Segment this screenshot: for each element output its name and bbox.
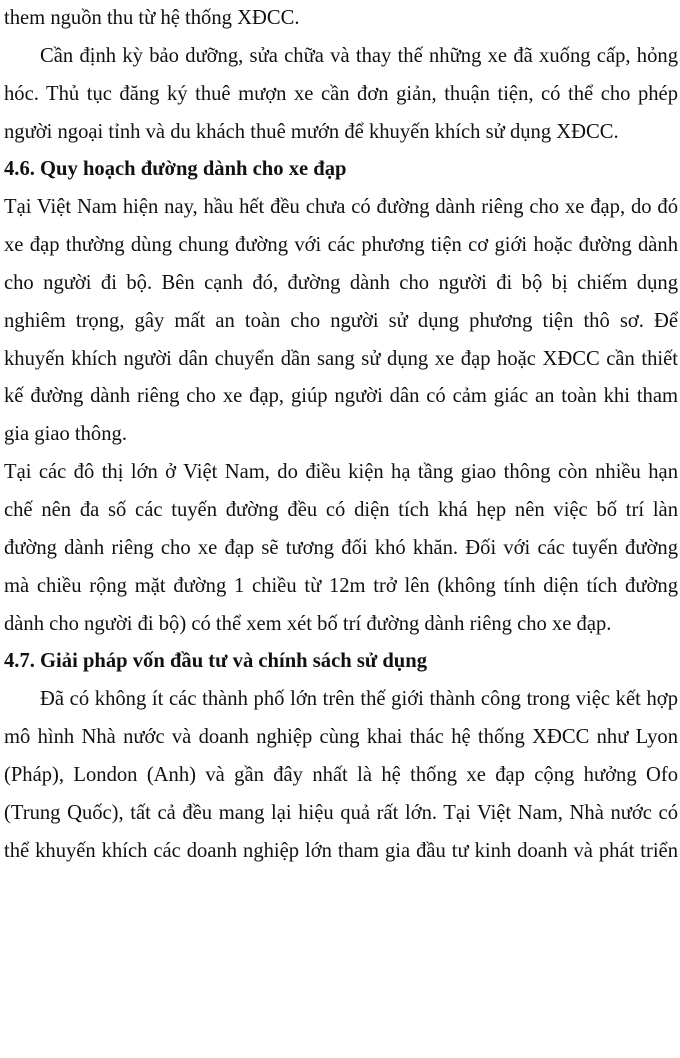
text-line: cho người đi bộ. Bên cạnh đó, đường dành cho người đi bộ bị chiếm dụng (4, 271, 678, 294)
text-line: xe đạp thường dùng chung đường với các phương tiện cơ giới hoặc đường dành (4, 234, 678, 257)
text-line: (Pháp), London (Anh) và gần đây nhất là hệ thống xe đạp cộng hưởng Ofo (4, 763, 678, 786)
paragraph (4, 38, 678, 152)
section-heading (4, 643, 678, 681)
paragraph (4, 681, 678, 870)
paragraph (4, 0, 678, 38)
section-heading (4, 151, 678, 189)
text-line: mà chiều rộng mặt đường 1 chiều từ 12m trở lên (không tính diện tích đường (4, 574, 678, 597)
text-line: người ngoại tỉnh và du khách thuê mướn để khuyến khích sử dụng XĐCC. (4, 120, 619, 143)
text-line: nghiêm trọng, gây mất an toàn cho người sử dụng phương tiện thô sơ. Để (4, 309, 678, 332)
paragraph (4, 189, 678, 454)
text-line: thể khuyến khích các doanh nghiệp lớn tham gia đầu tư kinh doanh và phát triển (4, 839, 678, 862)
text-line: dành cho người đi bộ) có thể xem xét bố trí đường dành riêng cho xe đạp. (4, 612, 612, 635)
text-line: Cần định kỳ bảo dưỡng, sửa chữa và thay thế những xe đã xuống cấp, hỏng (40, 44, 678, 67)
text-line: (Trung Quốc), tất cả đều mang lại hiệu quả rất lớn. Tại Việt Nam, Nhà nước có (4, 801, 678, 824)
text-line: mô hình Nhà nước và doanh nghiệp cùng khai thác hệ thống XĐCC như Lyon (4, 726, 678, 749)
text-line: hóc. Thủ tục đăng ký thuê mượn xe cần đơn giản, thuận tiện, có thể cho phép (4, 82, 678, 105)
text-line: kế đường dành riêng cho xe đạp, giúp người dân có cảm giác an toàn khi tham (4, 385, 678, 408)
text-line: đường dành riêng cho xe đạp sẽ tương đối khó khăn. Đối với các tuyến đường (4, 536, 678, 559)
heading-text: 4.6. Quy hoạch đường dành cho xe đạp (4, 158, 347, 181)
text-line: them nguồn thu từ hệ thống XĐCC. (4, 7, 300, 29)
paragraph (4, 454, 678, 643)
text-line: chế nên đa số các tuyến đường đều có diện tích khá hẹp nên việc bố trí làn (4, 498, 678, 521)
text-line: khuyến khích người dân chuyển dần sang sử dụng xe đạp hoặc XĐCC cần thiết (4, 347, 678, 370)
heading-text: 4.7. Giải pháp vốn đầu tư và chính sách sử dụng (4, 650, 428, 673)
text-line: Đã có không ít các thành phố lớn trên thế giới thành công trong việc kết hợp (40, 688, 678, 711)
text-line: Tại các đô thị lớn ở Việt Nam, do điều kiện hạ tầng giao thông còn nhiều hạn (4, 461, 678, 484)
text-line: gia giao thông. (4, 423, 127, 446)
text-line: Tại Việt Nam hiện nay, hầu hết đều chưa có đường dành riêng cho xe đạp, do đó (4, 196, 678, 219)
